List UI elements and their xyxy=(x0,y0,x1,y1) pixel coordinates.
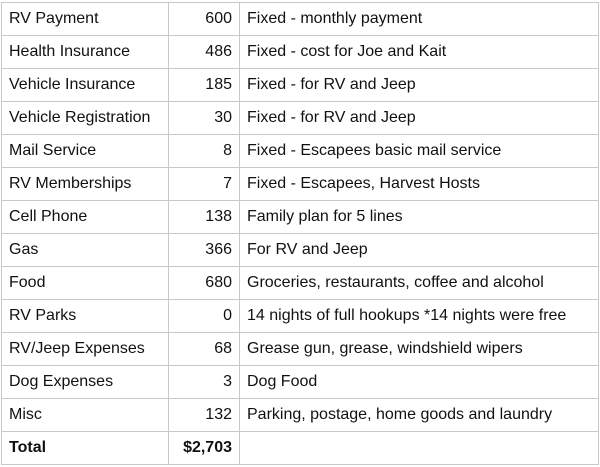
note-cell: Dog Food xyxy=(240,366,599,399)
note-cell: Fixed - Escapees basic mail service xyxy=(240,135,599,168)
table-row xyxy=(2,135,599,168)
table-row xyxy=(2,36,599,69)
note-cell: Fixed - for RV and Jeep xyxy=(240,102,599,135)
table-row xyxy=(2,69,599,102)
note-cell: Fixed - cost for Joe and Kait xyxy=(240,36,599,69)
table-row xyxy=(2,300,599,333)
category-cell: Vehicle Insurance xyxy=(2,69,169,102)
table-row xyxy=(2,333,599,366)
category-cell: Misc xyxy=(2,399,169,432)
table-row xyxy=(2,234,599,267)
note-cell: Fixed - monthly payment xyxy=(240,3,599,36)
total-amount: $2,703 xyxy=(169,432,240,465)
note-cell: Fixed - Escapees, Harvest Hosts xyxy=(240,168,599,201)
table-row xyxy=(2,102,599,135)
category-cell: RV Parks xyxy=(2,300,169,333)
total-row xyxy=(2,432,599,465)
table-row xyxy=(2,399,599,432)
note-cell: Groceries, restaurants, coffee and alcohol xyxy=(240,267,599,300)
total-note xyxy=(240,432,599,465)
note-cell: Parking, postage, home goods and laundry xyxy=(240,399,599,432)
category-cell: Cell Phone xyxy=(2,201,169,234)
category-cell: Food xyxy=(2,267,169,300)
note-cell: 14 nights of full hookups *14 nights were free xyxy=(240,300,599,333)
note-cell: Fixed - for RV and Jeep xyxy=(240,69,599,102)
amount-cell: 7 xyxy=(169,168,240,201)
amount-cell: 138 xyxy=(169,201,240,234)
table-row xyxy=(2,201,599,234)
amount-cell: 600 xyxy=(169,3,240,36)
amount-cell: 486 xyxy=(169,36,240,69)
total-label: Total xyxy=(2,432,169,465)
note-cell: Grease gun, grease, windshield wipers xyxy=(240,333,599,366)
category-cell: RV/Jeep Expenses xyxy=(2,333,169,366)
table-row xyxy=(2,366,599,399)
amount-cell: 8 xyxy=(169,135,240,168)
note-cell: For RV and Jeep xyxy=(240,234,599,267)
amount-cell: 132 xyxy=(169,399,240,432)
amount-cell: 185 xyxy=(169,69,240,102)
category-cell: Vehicle Registration xyxy=(2,102,169,135)
amount-cell: 680 xyxy=(169,267,240,300)
category-cell: RV Memberships xyxy=(2,168,169,201)
amount-cell: 3 xyxy=(169,366,240,399)
note-cell: Family plan for 5 lines xyxy=(240,201,599,234)
table-row xyxy=(2,168,599,201)
category-cell: Health Insurance xyxy=(2,36,169,69)
amount-cell: 366 xyxy=(169,234,240,267)
amount-cell: 30 xyxy=(169,102,240,135)
amount-cell: 68 xyxy=(169,333,240,366)
category-cell: Dog Expenses xyxy=(2,366,169,399)
budget-table xyxy=(1,2,599,465)
category-cell: RV Payment xyxy=(2,3,169,36)
amount-cell: 0 xyxy=(169,300,240,333)
table-row xyxy=(2,3,599,36)
category-cell: Gas xyxy=(2,234,169,267)
category-cell: Mail Service xyxy=(2,135,169,168)
table-row xyxy=(2,267,599,300)
